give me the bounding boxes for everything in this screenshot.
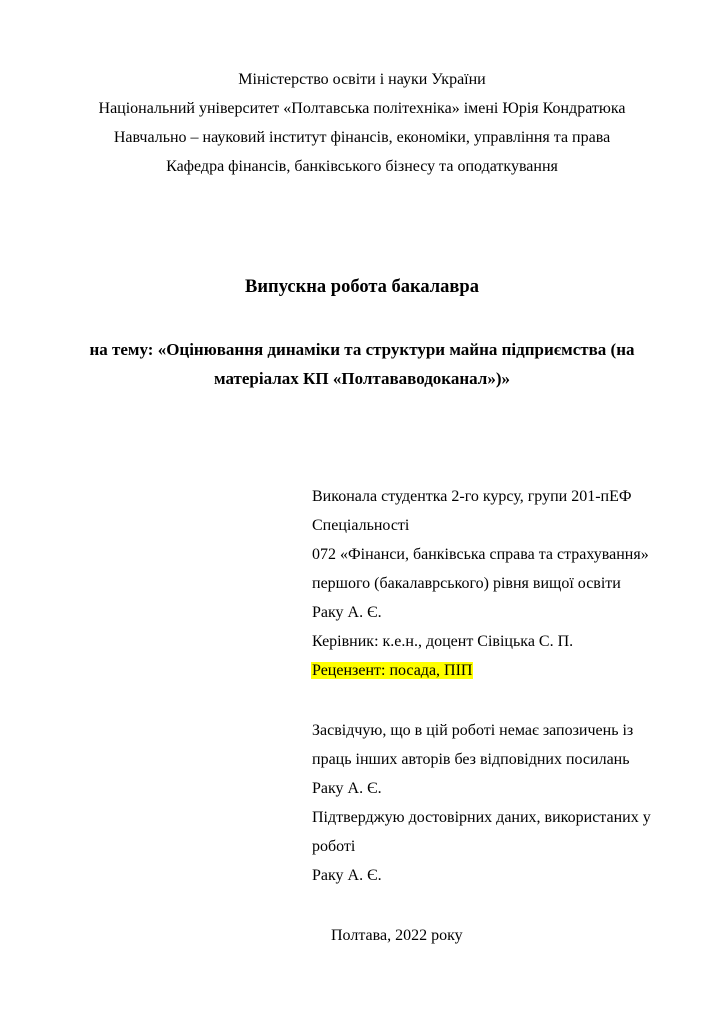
declaration-line-2: праць інших авторів без відповідних посилань (312, 751, 630, 768)
declaration-signature-2: Раку А. Є. (312, 867, 382, 884)
university-heading: Національний університет «Полтавська політехніка» імені Юрія Кондратюка (98, 100, 626, 117)
author-line-1: Виконала студентка 2-го курсу, групи 201-пЕФ (312, 488, 632, 505)
department-heading: Кафедра фінансів, банківського бізнесу та оподаткування (166, 158, 558, 175)
author-level: першого (бакалаврського) рівня вищої освіти (312, 575, 621, 592)
place-year: Полтава, 2022 року (331, 927, 463, 944)
reviewer-line (311, 661, 473, 681)
topic-line-2: матеріалах КП «Полтававодоканал»)» (214, 369, 510, 388)
author-name: Раку А. Є. (312, 604, 382, 621)
declaration-signature-1: Раку А. Є. (312, 780, 382, 797)
ministry-heading: Міністерство освіти і науки України (238, 71, 486, 88)
supervisor-line: Керівник: к.е.н., доцент Сівіцька С. П. (312, 633, 574, 650)
reviewer-highlight: Рецензент: посада, ПІП (312, 662, 473, 679)
declaration-line-4: роботі (312, 838, 356, 855)
work-type-title: Випускна робота бакалавра (245, 277, 479, 297)
declaration-line-1: Засвідчую, що в цій роботі немає запозичень із (312, 722, 634, 739)
topic-line-1: на тему: «Оцінювання динаміки та структури майна підприємства (на (89, 340, 635, 359)
institute-heading: Навчально – науковий інститут фінансів, економіки, управління та права (113, 129, 611, 146)
author-specialty: 072 «Фінанси, банківська справа та страхування» (312, 546, 649, 563)
author-line-2: Спеціальності (312, 517, 410, 534)
declaration-line-3: Підтверджую достовірних даних, використаних у (312, 809, 651, 826)
